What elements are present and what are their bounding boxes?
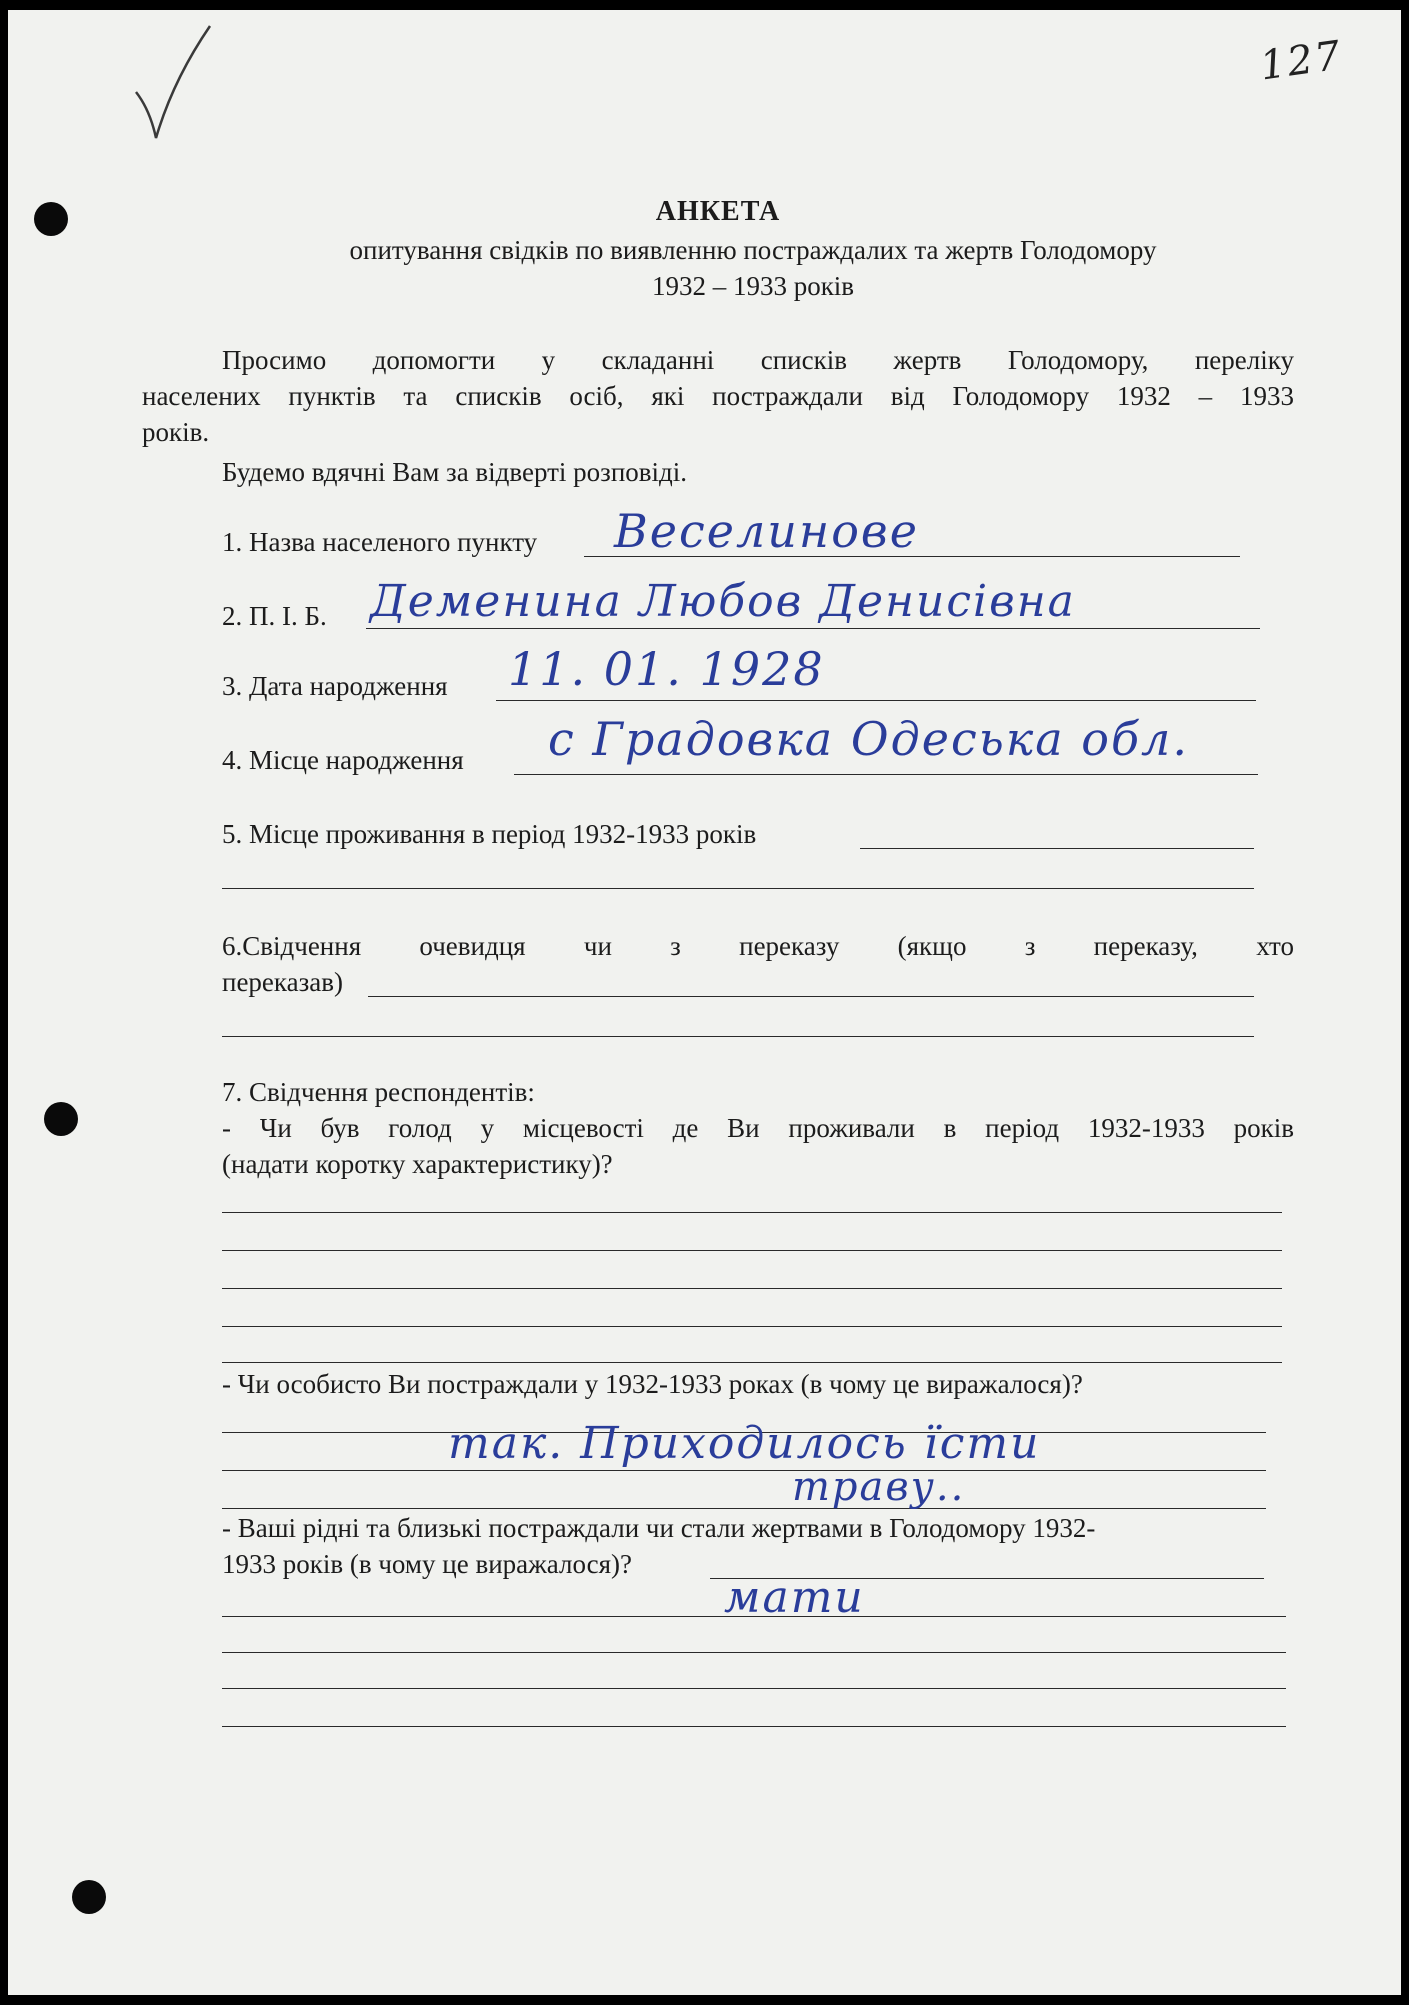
intro-thanks: Будемо вдячні Вам за відверті розповіді.: [222, 457, 688, 487]
q7a-answer-line-5: [222, 1362, 1282, 1363]
form-subtitle-years: 1932 – 1933 років: [651, 271, 855, 301]
q3-underline: [496, 700, 1256, 701]
q7a-line-2: (надати коротку характеристику)?: [222, 1149, 613, 1179]
q5-label: 5. Місце проживання в період 1932-1933 років: [222, 819, 757, 849]
punch-hole-bottom: [72, 1880, 106, 1914]
q3-label: 3. Дата народження: [222, 671, 448, 701]
questionnaire-page: [8, 10, 1401, 1995]
q7c-line-2: 1933 років (в чому це виражалося)?: [222, 1549, 633, 1579]
intro-line-1: Просимо допомогти у складанні списків жертв Голодомору, переліку: [222, 345, 1294, 375]
q7a-answer-line-1: [222, 1212, 1282, 1213]
q1-label: 1. Назва населеного пункту: [222, 527, 538, 557]
q2-label: 2. П. І. Б.: [222, 601, 327, 631]
q4-underline: [514, 774, 1258, 775]
q7-label: 7. Свідчення респондентів:: [222, 1077, 535, 1107]
q7c-answer-line-3: [222, 1652, 1286, 1653]
q6-label-line-2: переказав): [222, 967, 343, 997]
punch-hole-middle: [44, 1102, 78, 1136]
q7c-line-1: - Ваші рідні та близькі постраждали чи стали жертвами в Голодомору 1932-: [222, 1513, 1096, 1543]
intro-line-2: населених пунктів та списків осіб, які постраждали від Голодомору 1932 – 1933: [142, 381, 1294, 411]
q4-label: 4. Місце народження: [222, 745, 464, 775]
q5-underline-1: [860, 848, 1254, 849]
q7a-answer-line-3: [222, 1288, 1282, 1289]
q7b-answer-line-2: [222, 1470, 1266, 1471]
q6-underline-1: [368, 996, 1254, 997]
q6-label-line-1: 6.Свідчення очевидця чи з переказу (якщо з переказу, хто: [222, 931, 1294, 961]
q7b-handwritten-answer: так. Приходилось їсти: [448, 1418, 1041, 1469]
q7a-answer-line-4: [222, 1326, 1282, 1327]
q7b-answer-line-3: [222, 1508, 1266, 1509]
intro-line-3: років.: [142, 417, 210, 447]
q7b-handwritten-answer-cont: траву..: [792, 1464, 966, 1510]
q7a-line-1: - Чи був голод у місцевості де Ви проживали в період 1932-1933 років: [222, 1113, 1294, 1143]
q7c-answer-line-5: [222, 1726, 1286, 1727]
form-title: АНКЕТА: [655, 196, 781, 227]
check-mark-icon: [128, 20, 218, 140]
q3-handwritten-value: 11. 01. 1928: [508, 642, 825, 696]
page-number: 127: [1257, 32, 1346, 90]
q7c-answer-line-4: [222, 1688, 1286, 1689]
q7b-question: - Чи особисто Ви постраждали у 1932-1933 роках (в чому це виражалося)?: [222, 1369, 1083, 1399]
q2-underline: [366, 628, 1260, 629]
q6-underline-2: [222, 1036, 1254, 1037]
q2-handwritten-value: Деменина Любов Денисівна: [370, 576, 1076, 627]
q7a-answer-line-2: [222, 1250, 1282, 1251]
q5-underline-2: [222, 888, 1254, 889]
form-subtitle: опитування свідків по виявленню постраждалих та жертв Голодомору: [349, 235, 1157, 265]
q4-handwritten-value: с Градовка Одеська обл.: [548, 712, 1189, 766]
q7c-handwritten-answer: мати: [724, 1572, 865, 1623]
q1-handwritten-value: Веселинове: [614, 504, 919, 558]
